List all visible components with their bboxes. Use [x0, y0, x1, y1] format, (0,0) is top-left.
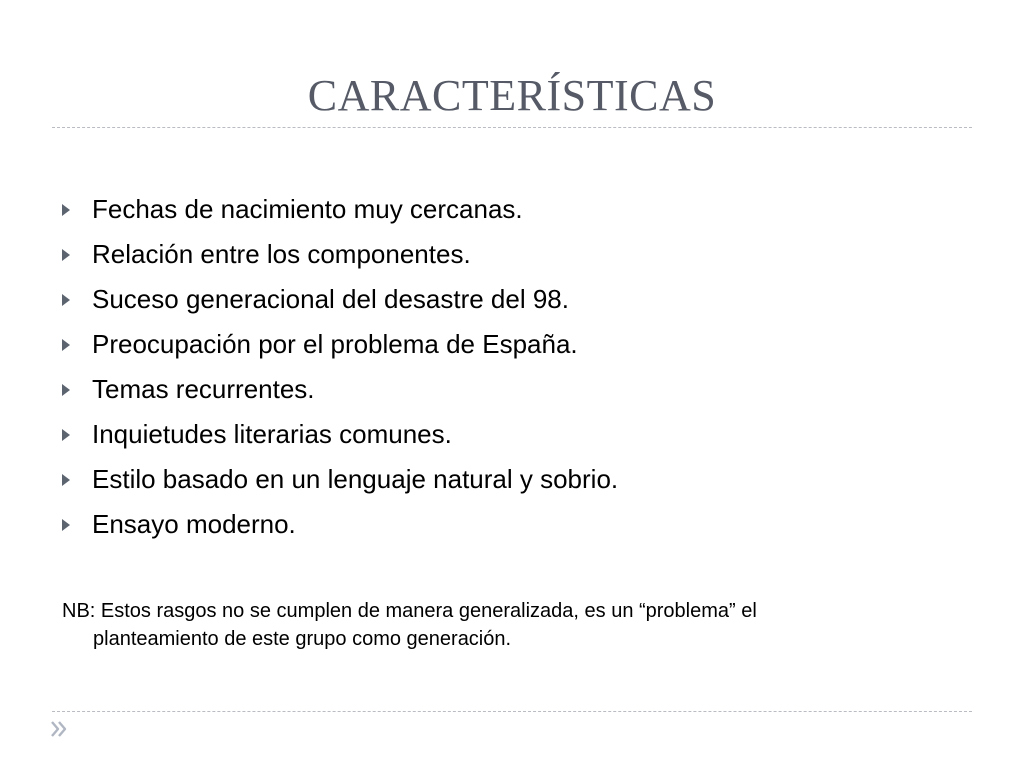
bullet-item — [60, 232, 618, 277]
bullet-text: Estilo basado en un lenguaje natural y sobrio. — [92, 464, 619, 494]
bullet-item — [60, 457, 618, 502]
triangle-right-icon — [62, 429, 70, 441]
bullet-item — [60, 277, 618, 322]
note-paragraph — [62, 597, 962, 653]
triangle-right-icon — [62, 474, 70, 486]
double-chevron-right-icon — [49, 719, 69, 739]
bullet-item — [60, 412, 618, 457]
triangle-right-icon — [62, 339, 70, 351]
bullet-text: Suceso generacional del desastre del 98. — [92, 284, 569, 314]
title-divider — [52, 127, 972, 128]
bullet-text: Ensayo moderno. — [92, 509, 296, 539]
bullet-item — [60, 502, 618, 547]
bullet-item — [60, 322, 618, 367]
triangle-right-icon — [62, 294, 70, 306]
bullet-text: Fechas de nacimiento muy cercanas. — [92, 194, 523, 224]
footer-divider — [52, 711, 972, 712]
bullet-item — [60, 187, 618, 232]
slide-title: CARACTERÍSTICAS — [307, 71, 717, 120]
bullet-text: Temas recurrentes. — [92, 374, 315, 404]
bullet-item — [60, 367, 618, 412]
triangle-right-icon — [62, 204, 70, 216]
triangle-right-icon — [62, 384, 70, 396]
triangle-right-icon — [62, 249, 70, 261]
bullet-list — [60, 187, 618, 547]
note-line-1: NB: Estos rasgos no se cumplen de manera generalizada, es un “problema” el — [62, 600, 757, 622]
bullet-text: Relación entre los componentes. — [92, 239, 471, 269]
bullet-text: Preocupación por el problema de España. — [92, 329, 578, 359]
bullet-text: Inquietudes literarias comunes. — [92, 419, 452, 449]
triangle-right-icon — [62, 519, 70, 531]
note-line-2: planteamiento de este grupo como generación. — [93, 628, 512, 650]
